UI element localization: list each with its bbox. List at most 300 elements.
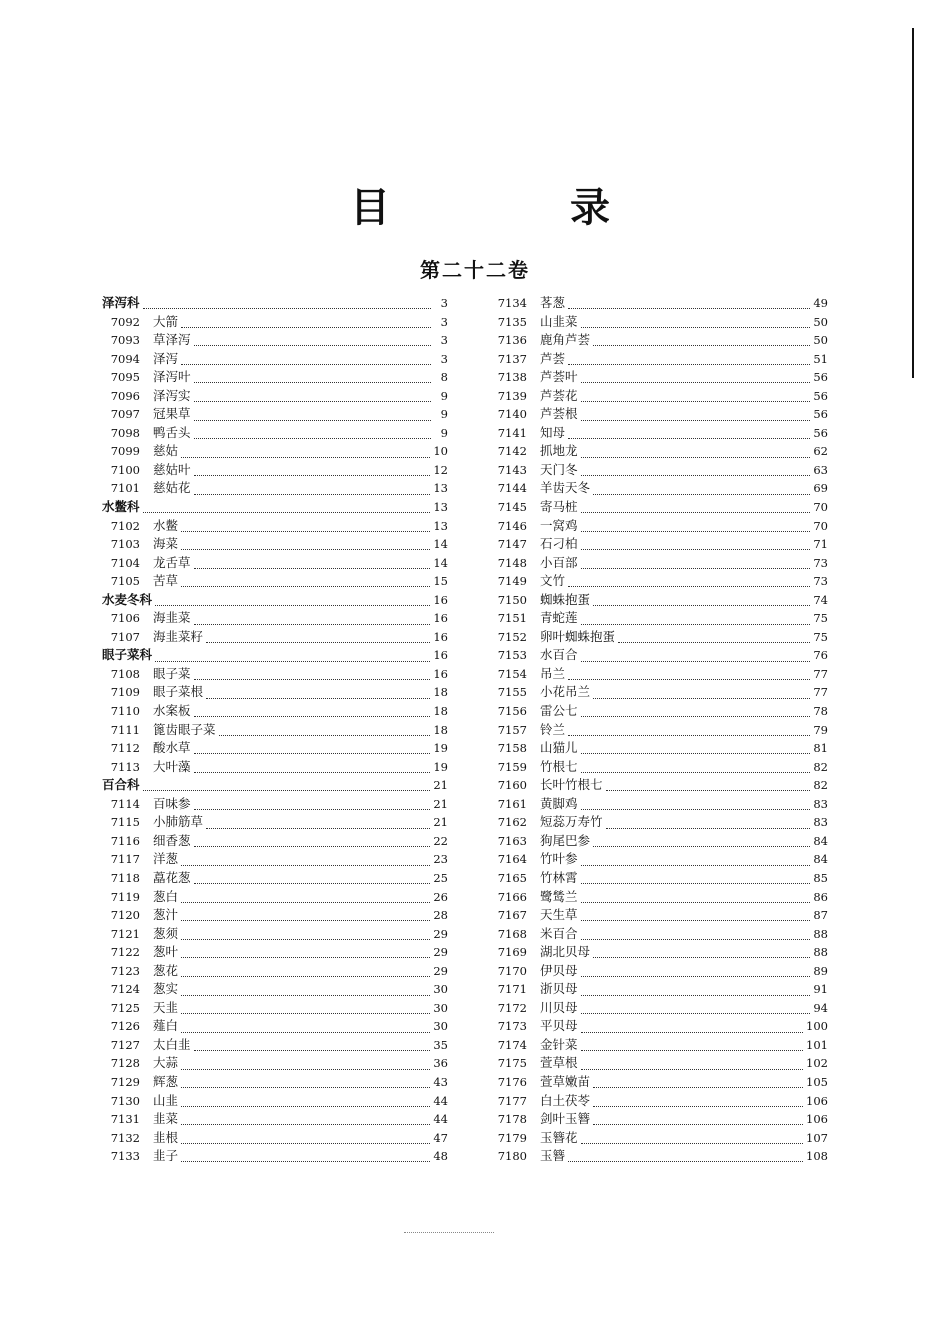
entry-name: 葱白 [153, 888, 179, 904]
dot-leader [568, 670, 810, 680]
dot-leader [593, 1115, 803, 1125]
entry-number: 7129 [110, 1074, 140, 1089]
entry-number: 7136 [497, 333, 527, 348]
entry-name: 辉葱 [153, 1073, 179, 1089]
entry-name: 石刁柏 [540, 536, 578, 552]
toc-entry-row[interactable] [494, 1017, 828, 1036]
toc-entry-row[interactable] [494, 1073, 828, 1092]
toc-family-row[interactable] [102, 591, 448, 610]
toc-entry-row[interactable] [494, 925, 828, 944]
entry-number: 7158 [497, 741, 527, 756]
dot-leader [568, 577, 810, 587]
entry-name: 白土茯苓 [540, 1092, 591, 1108]
toc-entry-row[interactable] [494, 591, 828, 610]
dot-leader [181, 448, 430, 458]
toc-entry-row[interactable] [102, 999, 448, 1018]
toc-entry-row[interactable] [102, 683, 448, 702]
entry-name: 川贝母 [540, 999, 578, 1015]
toc-entry-row[interactable] [102, 424, 448, 443]
entry-number: 7099 [110, 444, 140, 459]
entry-name: 吊兰 [540, 665, 566, 681]
page-number: 28 [433, 908, 448, 923]
toc-entry-row[interactable] [494, 294, 828, 313]
page-number: 14 [433, 537, 448, 552]
entry-number: 7130 [110, 1093, 140, 1108]
toc-entry-row[interactable] [494, 313, 828, 332]
dot-leader [593, 1097, 803, 1107]
entry-number: 7121 [110, 926, 140, 941]
entry-number: 7148 [497, 555, 527, 570]
toc-entry-row[interactable] [494, 739, 828, 758]
entry-name: 太白韭 [153, 1036, 191, 1052]
dot-leader [194, 485, 431, 495]
toc-entry-row[interactable] [494, 832, 828, 851]
entry-name: 寄马桩 [540, 499, 578, 515]
entry-name: 酸水草 [153, 740, 191, 756]
toc-entry-row[interactable] [102, 850, 448, 869]
entry-name: 大蒜 [153, 1055, 179, 1071]
toc-entry-row[interactable] [102, 1129, 448, 1148]
toc-entry-row[interactable] [494, 535, 828, 554]
page-number: 43 [433, 1074, 448, 1089]
page-number: 77 [813, 666, 828, 681]
toc-entry-row[interactable] [494, 869, 828, 888]
page-number: 102 [806, 1056, 828, 1071]
toc-entry-row[interactable] [102, 721, 448, 740]
entry-name: 卵叶蜘蛛抱蛋 [540, 628, 616, 644]
entry-name: 葱汁 [153, 907, 179, 923]
page-number: 19 [433, 741, 448, 756]
dot-leader [143, 503, 431, 513]
footer-scan-marks [404, 1230, 494, 1233]
page-number: 29 [433, 963, 448, 978]
toc-entry-row[interactable] [102, 813, 448, 832]
toc-entry-row[interactable] [102, 665, 448, 684]
page-number: 35 [433, 1037, 448, 1052]
toc-family-row[interactable] [102, 646, 448, 665]
entry-name: 海韭菜 [153, 610, 191, 626]
page-number: 51 [813, 351, 828, 366]
toc-entry-row[interactable] [494, 906, 828, 925]
entry-name: 葱花 [153, 962, 179, 978]
page-number: 74 [813, 592, 828, 607]
toc-entry-row[interactable] [102, 405, 448, 424]
toc-family-row[interactable] [102, 776, 448, 795]
entry-number: 7147 [497, 537, 527, 552]
toc-entry-row[interactable] [494, 517, 828, 536]
dot-leader [581, 522, 811, 532]
page-number: 3 [440, 314, 448, 329]
page-number: 82 [813, 759, 828, 774]
entry-number: 7141 [497, 425, 527, 440]
toc-entry-row[interactable] [494, 387, 828, 406]
entry-number: 7173 [497, 1019, 527, 1034]
entry-name: 慈姑叶 [153, 461, 191, 477]
page-number: 101 [806, 1037, 828, 1052]
entry-number: 7139 [497, 388, 527, 403]
page-number: 30 [433, 1019, 448, 1034]
page-number: 50 [813, 314, 828, 329]
toc-entry-row[interactable] [494, 943, 828, 962]
dot-leader [206, 689, 430, 699]
entry-number: 7137 [497, 351, 527, 366]
toc-entry-row[interactable] [494, 1054, 828, 1073]
entry-number: 7159 [497, 759, 527, 774]
page-number: 30 [433, 982, 448, 997]
page-number: 63 [813, 462, 828, 477]
entry-name: 山韭菜 [540, 313, 578, 329]
entry-name: 青蛇莲 [540, 610, 578, 626]
dot-leader [181, 1134, 430, 1144]
entry-name: 慈姑花 [153, 480, 191, 496]
toc-entry-row[interactable] [102, 535, 448, 554]
entry-name: 薤白 [153, 1018, 179, 1034]
toc-entry-row[interactable] [102, 906, 448, 925]
toc-entry-row[interactable] [102, 609, 448, 628]
page-number: 19 [433, 759, 448, 774]
entry-number: 7138 [497, 370, 527, 385]
page-number: 78 [813, 704, 828, 719]
dot-leader [593, 837, 810, 847]
entry-number: 7167 [497, 908, 527, 923]
toc-entry-row[interactable] [494, 1147, 828, 1166]
toc-entry-row[interactable] [102, 943, 448, 962]
toc-entry-row[interactable] [102, 572, 448, 591]
page-number: 15 [433, 574, 448, 589]
toc-entry-row[interactable] [494, 999, 828, 1018]
page-number: 81 [813, 741, 828, 756]
toc-entry-row[interactable] [494, 1129, 828, 1148]
entry-name: 龙舌草 [153, 554, 191, 570]
entry-number: 7144 [497, 481, 527, 496]
entry-name: 水百合 [540, 647, 578, 663]
toc-entry-row[interactable] [102, 387, 448, 406]
entry-name: 芦荟叶 [540, 369, 578, 385]
dot-leader [194, 336, 431, 346]
toc-entry-row[interactable] [102, 962, 448, 981]
entry-name: 天生草 [540, 907, 578, 923]
entry-name: 芦荟花 [540, 387, 578, 403]
page-number: 49 [813, 296, 828, 310]
page-number: 91 [813, 982, 828, 997]
toc-entry-row[interactable] [494, 980, 828, 999]
dot-leader [568, 429, 810, 439]
entry-name: 湖北贝母 [540, 944, 591, 960]
toc-entry-row[interactable] [494, 554, 828, 573]
page-number: 48 [433, 1149, 448, 1164]
toc-entry-row[interactable] [102, 1092, 448, 1111]
entry-number: 7096 [110, 388, 140, 403]
page-number: 56 [813, 407, 828, 422]
dot-leader [581, 448, 811, 458]
toc-entry-row[interactable] [102, 517, 448, 536]
page-number: 107 [806, 1130, 828, 1145]
toc-entry-row[interactable] [102, 368, 448, 387]
toc-entry-row[interactable] [494, 776, 828, 795]
dot-leader [181, 1023, 430, 1033]
dot-leader [593, 948, 810, 958]
page-number: 8 [440, 370, 448, 385]
entry-name: 海韭菜籽 [153, 628, 204, 644]
dot-leader [581, 1041, 804, 1051]
toc-entry-row[interactable] [102, 1073, 448, 1092]
toc-entry-row[interactable] [494, 461, 828, 480]
toc-entry-row[interactable] [494, 850, 828, 869]
page-number: 36 [433, 1056, 448, 1071]
entry-number: 7114 [110, 796, 140, 811]
toc-entry-row[interactable] [102, 554, 448, 573]
entry-name: 葱叶 [153, 944, 179, 960]
entry-number: 7165 [497, 870, 527, 885]
page-number: 83 [813, 796, 828, 811]
entry-name: 眼子菜 [153, 665, 191, 681]
page-number: 106 [806, 1112, 828, 1127]
page-number: 16 [433, 648, 448, 663]
entry-name: 黄脚鸡 [540, 795, 578, 811]
toc-entry-row[interactable] [494, 1110, 828, 1129]
toc-entry-row[interactable] [494, 331, 828, 350]
dot-leader [581, 652, 811, 662]
entry-number: 7109 [110, 685, 140, 700]
page-number: 75 [813, 629, 828, 644]
entry-number: 7145 [497, 500, 527, 515]
entry-number: 7104 [110, 555, 140, 570]
entry-number: 7103 [110, 537, 140, 552]
toc-entry-row[interactable] [494, 609, 828, 628]
dot-leader [581, 373, 811, 383]
dot-leader [194, 392, 431, 402]
dot-leader [181, 911, 430, 921]
toc-entry-row[interactable] [494, 368, 828, 387]
page-number: 88 [813, 945, 828, 960]
toc-entry-row[interactable] [102, 758, 448, 777]
dot-leader [219, 726, 431, 736]
toc-entry-row[interactable] [102, 442, 448, 461]
entry-name: 长叶竹根七 [540, 777, 603, 793]
toc-entry-row[interactable] [102, 461, 448, 480]
page-number: 82 [813, 778, 828, 793]
dot-leader [181, 540, 430, 550]
toc-entry-row[interactable] [494, 813, 828, 832]
dot-leader [194, 1041, 431, 1051]
entry-number: 7180 [497, 1149, 527, 1164]
dot-leader [155, 596, 430, 606]
toc-entry-row[interactable] [102, 739, 448, 758]
entry-name: 洋葱 [153, 851, 179, 867]
dot-leader [568, 726, 810, 736]
toc-family-row[interactable] [102, 294, 448, 313]
page-number: 56 [813, 425, 828, 440]
page-number: 56 [813, 388, 828, 403]
dot-leader [568, 355, 810, 365]
dot-leader [181, 856, 430, 866]
toc-entry-row[interactable] [102, 702, 448, 721]
dot-leader [581, 1060, 804, 1070]
toc-entry-row[interactable] [102, 980, 448, 999]
page-number: 84 [813, 833, 828, 848]
toc-family-row[interactable] [102, 498, 448, 517]
entry-name: 葱须 [153, 925, 179, 941]
toc-entry-row[interactable] [494, 350, 828, 369]
entry-number: 7157 [497, 722, 527, 737]
toc-entry-row[interactable] [102, 869, 448, 888]
entry-name: 泽泻实 [153, 387, 191, 403]
entry-name: 萱草嫩苗 [540, 1073, 591, 1089]
page-number: 16 [433, 629, 448, 644]
entry-number: 7135 [497, 314, 527, 329]
toc-entry-row[interactable] [102, 1017, 448, 1036]
toc-entry-row[interactable] [494, 758, 828, 777]
entry-name: 一窝鸡 [540, 517, 578, 533]
dot-leader [181, 318, 431, 328]
toc-entry-row[interactable] [102, 479, 448, 498]
toc-left-column [102, 294, 448, 1166]
family-name: 百合科 [102, 777, 140, 793]
entry-name: 细香葱 [153, 832, 191, 848]
toc-entry-row[interactable] [102, 313, 448, 332]
toc-entry-row[interactable] [494, 665, 828, 684]
page-number: 22 [433, 833, 448, 848]
entry-name: 小百部 [540, 554, 578, 570]
page-number: 16 [433, 666, 448, 681]
dot-leader [606, 781, 811, 791]
dot-leader [194, 874, 431, 884]
toc-entry-row[interactable] [494, 442, 828, 461]
toc-entry-row[interactable] [102, 331, 448, 350]
entry-number: 7112 [110, 741, 140, 756]
entry-name: 竹林霄 [540, 869, 578, 885]
entry-number: 7155 [497, 685, 527, 700]
entry-number: 7164 [497, 852, 527, 867]
toc-entry-row[interactable] [494, 405, 828, 424]
page-number: 79 [813, 722, 828, 737]
dot-leader [581, 466, 811, 476]
dot-leader [581, 930, 811, 940]
entry-name: 文竹 [540, 573, 566, 589]
toc-entry-row[interactable] [102, 350, 448, 369]
entry-name: 剑叶玉簪 [540, 1111, 591, 1127]
toc-entry-row[interactable] [102, 628, 448, 647]
entry-number: 7174 [497, 1037, 527, 1052]
dot-leader [206, 633, 430, 643]
toc-entry-row[interactable] [494, 721, 828, 740]
page-number: 69 [813, 481, 828, 496]
toc-entry-row[interactable] [102, 832, 448, 851]
entry-name: 伊贝母 [540, 962, 578, 978]
dot-leader [194, 466, 431, 476]
dot-leader [581, 856, 811, 866]
dot-leader [194, 763, 431, 773]
toc-entry-row[interactable] [102, 795, 448, 814]
page-number: 105 [806, 1074, 828, 1089]
entry-number: 7170 [497, 963, 527, 978]
entry-number: 7163 [497, 833, 527, 848]
entry-number: 7101 [110, 481, 140, 496]
entry-number: 7100 [110, 462, 140, 477]
entry-number: 7102 [110, 518, 140, 533]
dot-leader [194, 670, 431, 680]
dot-leader [593, 485, 810, 495]
page-number: 88 [813, 926, 828, 941]
entry-name: 茖葱 [540, 295, 566, 310]
entry-name: 平贝母 [540, 1018, 578, 1034]
dot-leader [143, 299, 431, 309]
toc-entry-row[interactable] [102, 1147, 448, 1166]
entry-name: 冠果草 [153, 406, 191, 422]
page-number: 62 [813, 444, 828, 459]
page-number: 12 [433, 462, 448, 477]
toc-entry-row[interactable] [494, 424, 828, 443]
toc-entry-row[interactable] [494, 646, 828, 665]
toc-entry-row[interactable] [494, 572, 828, 591]
entry-number: 7113 [110, 759, 140, 774]
dot-leader [181, 1097, 430, 1107]
toc-entry-row[interactable] [494, 683, 828, 702]
entry-name: 芦荟 [540, 350, 566, 366]
page-number: 10 [433, 444, 448, 459]
entry-number: 7142 [497, 444, 527, 459]
dot-leader [581, 559, 811, 569]
toc-entry-row[interactable] [494, 1036, 828, 1055]
page-title: 目 录 [350, 184, 680, 231]
page-number: 9 [440, 407, 448, 422]
entry-name: 藠花葱 [153, 869, 191, 885]
dot-leader [181, 1152, 430, 1162]
entry-number: 7177 [497, 1093, 527, 1108]
toc-entry-row[interactable] [494, 498, 828, 517]
entry-number: 7123 [110, 963, 140, 978]
page-number: 29 [433, 945, 448, 960]
entry-number: 7150 [497, 592, 527, 607]
entry-number: 7116 [110, 833, 140, 848]
dot-leader [568, 299, 810, 309]
entry-name: 玉簪 [540, 1148, 566, 1164]
entry-number: 7098 [110, 425, 140, 440]
toc-entry-row[interactable] [494, 888, 828, 907]
family-name: 水麦冬科 [102, 591, 153, 607]
page-number: 21 [433, 796, 448, 811]
entry-name: 蜘蛛抱蛋 [540, 591, 591, 607]
dot-leader [181, 1060, 430, 1070]
entry-number: 7169 [497, 945, 527, 960]
dot-leader [593, 689, 810, 699]
dot-leader [581, 967, 811, 977]
entry-name: 鸭舌头 [153, 424, 191, 440]
entry-number: 7107 [110, 629, 140, 644]
entry-number: 7160 [497, 778, 527, 793]
toc-entry-row[interactable] [494, 479, 828, 498]
dot-leader [581, 392, 811, 402]
toc-entry-row[interactable] [494, 628, 828, 647]
page-number: 13 [433, 518, 448, 533]
toc-entry-row[interactable] [494, 962, 828, 981]
toc-entry-row[interactable] [102, 888, 448, 907]
dot-leader [581, 986, 811, 996]
entry-name: 大箭 [153, 313, 179, 329]
entry-number: 7108 [110, 666, 140, 681]
entry-name: 抓地龙 [540, 443, 578, 459]
toc-entry-row[interactable] [102, 1036, 448, 1055]
entry-name: 葱实 [153, 981, 179, 997]
toc-entry-row[interactable] [102, 925, 448, 944]
toc-entry-row[interactable] [494, 795, 828, 814]
toc-entry-row[interactable] [494, 1092, 828, 1111]
toc-entry-row[interactable] [494, 702, 828, 721]
dot-leader [181, 522, 430, 532]
page-number: 87 [813, 908, 828, 923]
toc-entry-row[interactable] [102, 1054, 448, 1073]
toc-entry-row[interactable] [102, 1110, 448, 1129]
